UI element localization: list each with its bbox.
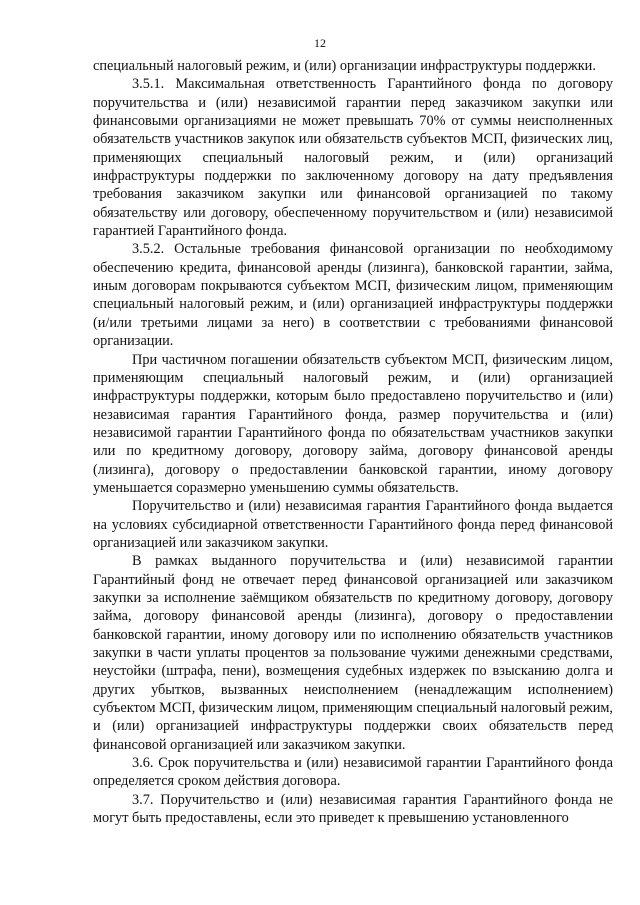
paragraph-3-6: 3.6. Срок поручительства и (или) независимой гарантии Гарантийного фонда определяется сроком действия договора. — [93, 755, 613, 790]
paragraph-exclusions: В рамках выданного поручительства и (или) независимой гарантии Гарантийный фонд не отвечает перед финансовой организацией или заказчиком закупки за исполнение заёмщиком обязательств по кредитному договору, договору займа, договору финансовой аренды (лизинга), договору о предоставлении банковской гарантии, иному договору или по исполнению обязательств участников закупки в части уплаты процентов за пользование чужими денежными средствами, неустойки (штрафа, пени), возмещения судебных издержек по взысканию долга и других убытков, вызванных неисполнением (ненадлежащим исполнением) субъектом МСП, физическим лицом, применяющим специальный налоговый режим, и (или) организацией инфраструктуры поддержки своих обязательств перед финансовой организацией или заказчиком закупки. — [93, 553, 613, 753]
paragraph-continuation: специальный налоговый режим, и (или) организации инфраструктуры поддержки. — [93, 58, 596, 74]
paragraph-3-5-1: 3.5.1. Максимальная ответственность Гарантийного фонда по договору поручительства и (или) независимой гарантии перед заказчиком закупки или финансовыми организациями не может превышать 70% от суммы неисполненных обязательств участников закупок или обязательств субъектов МСП, физических лиц, применяющих специальный налоговый режим, и (или) организаций инфраструктуры поддержки по заключенному договору на дату предъявления требования заказчиком закупки или финансовой организацией по такому обязательству или договору, обеспеченному поручительством и (или) независимой гарантией Гарантийного фонда. — [93, 76, 613, 240]
document-body — [93, 57, 613, 827]
page-number: 12 — [314, 36, 326, 50]
paragraph-3-5-2: 3.5.2. Остальные требования финансовой организации по необходимому обеспечению кредита, финансовой аренды (лизинга), банковской гарантии, займа, иным договорам покрываются субъектом МСП, физическим лицом, применяющим специальный налоговый режим, и (или) организацией инфраструктуры поддержки (и/или третьими лицами за него) в соответствии с требованиями финансовой организации. — [93, 241, 613, 350]
paragraph-partial-repayment: При частичном погашении обязательств субъектом МСП, физическим лицом, применяющим специальный налоговый режим, и (или) организацией инфраструктуры поддержки, которым было предоставлено поручительство и (или) независимая гарантия Гарантийного фонда, размер поручительства и (или) независимой гарантии Гарантийного фонда по обязательствам участников закупки или по кредитному договору, договору займа, договору финансовой аренды (лизинга), договору о предоставлении банковской гарантии, иному договору уменьшается соразмерно уменьшению суммы обязательств. — [93, 351, 613, 496]
paragraph-3-7: 3.7. Поручительство и (или) независимая гарантия Гарантийного фонда не могут быть предоставлены, если это приведет к превышению установленного — [93, 791, 613, 827]
paragraph-subsidiary-liability: Поручительство и (или) независимая гарантия Гарантийного фонда выдается на условиях субсидиарной ответственности Гарантийного фонда перед финансовой организацией или заказчиком закупки. — [93, 498, 613, 551]
